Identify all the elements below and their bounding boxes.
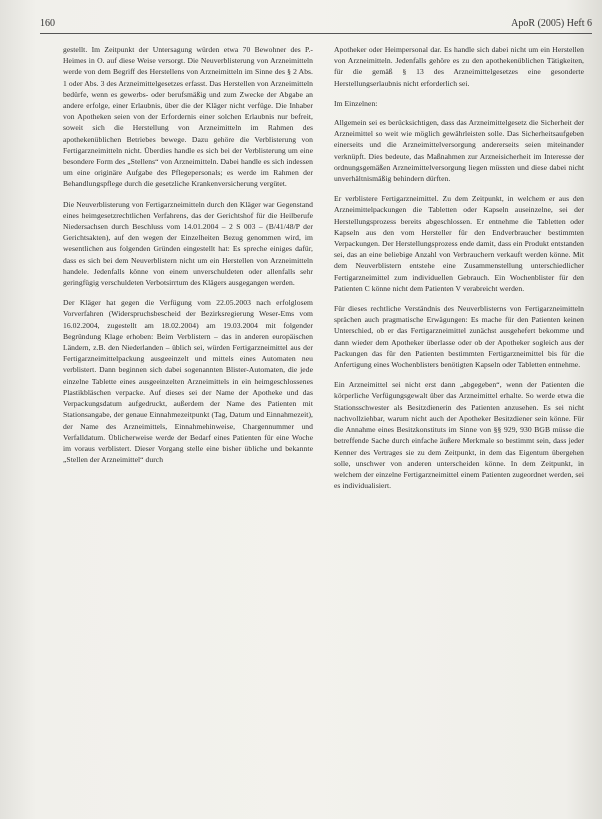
paragraph: gestellt. Im Zeitpunkt der Untersagung würden etwa 70 Bewohner des P.-Heimes in O. auf diese Weise versorgt. Die Neuverblisterung von Arzneimitteln werde von dem Begriff des Herstellens von Arzneimitteln im Sinne des § 2 Abs. 1 oder Abs. 3 des Arzneimittelgesetzes erfasst. Das Herstellen von Arzneimitteln bedürfe, wenn es gewerbs- oder berufsmäßig und zum Zwecke der Abgabe an andere erfolge, einer Erlaubnis, über die der Kläger nicht verfüge. Die Inhaber von Apotheken seien von der Erfordernis einer solchen Erlaubnis nur befreit, soweit sich die Herstellung von Arzneimitteln im Rahmen des apothekenüblichen Betriebes bewege. Dazu gehöre die Verblisterung von Fertigarzneimitteln nicht. Überdies handle es sich bei der Verblisterung um eine besondere Form des „Stellens“ von Arzneimitteln. Dabei handle es sich indessen um eine originäre Aufgabe des Pflegepersonals; es werde im Rahmen der Behandlungspflege durch die gesetzliche Krankenversicherung vergütet.: [63, 45, 313, 189]
right-column: [334, 44, 584, 500]
paragraph: Für dieses rechtliche Verständnis des Neuverblisterns von Fertigarzneimitteln sprächen auch pragmatische Erwägungen: Es mache für den Patienten keinen Unterschied, ob er das Fertigarzneimittel zunächst ausgehefert bekomme und dann wieder dem Apotheker überlasse oder ob der Apotheker sogleich aus der Packungen das für den Patienten bestimmten Fertigarzneimittel bis für die Anfertigung eines Wochenblisters benötigten Kapseln oder Tabletten entnehme.: [334, 304, 584, 370]
page-number: 160: [40, 18, 55, 29]
page-header: [40, 18, 592, 32]
paragraph: Ein Arzneimittel sei nicht erst dann „abgegeben“, wenn der Patienten die körperliche Verfügungsgewalt über das Arzneimittel erhalte. So werde etwa die Stationsschwester als Besitzdienerin des Patienten anzusehen. Es sei nicht nachvollziehbar, warum nicht auch der Apotheker Besitzdiener sein könne. Für die Annahme eines Besitzkonstituts im Sinne von §§ 929, 930 BGB müsse die betreffende Sache durch einfache äußere Merkmale so bestimmt sein, dass jeder Kenner des Vertrages sie zu dem Zeitpunkt, in dem das Eigentum übergehen solle, unschwer von anderen unterscheiden könne. In dem Zeitpunkt, in welchem der einzelne Fertigarzneimittel einem Patienten zugeordnet werden, sei es individualisiert.: [334, 380, 584, 491]
journal-running-head: ApoR (2005) Heft 6: [511, 18, 592, 29]
paragraph: Apotheker oder Heimpersonal dar. Es handle sich dabei nicht um ein Herstellen von Arzneimitteln. Jedenfalls gehöre es zu den apothekenüblichen Tätigkeiten, für die gemäß § 13 des Arzneimittelgesetzes eine gesonderte Herstellungserlaubnis nicht erforderlich sei.: [334, 45, 584, 88]
paragraph: Die Neuverblisterung von Fertigarzneimitteln durch den Kläger war Gegenstand eines heimgesetzrechtlichen Verfahrens, das der Gerichtshof für die Heilberufe Niedersachsen durch Beschluss vom 14.01.2004 – 2 S 003 – (B/41/48/P der Gerichtsakten), auf den wegen der Einzelheiten Bezug genommen wird, im wesentlichen aus folgenden Gründen eingestellt hat: Es spreche einiges dafür, dass es sich bei dem Neuverblistern nicht um ein Herstellen von Arzneimitteln handele. Jedenfalls könne von einem unverschuldeten oder allenfalls sehr geringfügig verschuldeten Verbotsirrtum des Klägers ausgegangen werden.: [63, 199, 313, 288]
paragraph: Er verblistere Fertigarzneimittel. Zu dem Zeitpunkt, in welchem er aus den Arzneimittelpackungen die Tabletten oder Kapseln auseinzelne, sei der Herstellungsprozess bereits abgeschlossen. Er entnehme die Tabletten oder Kapseln aus den vom Hersteller für den Endverbraucher bestimmten Verpackungen. Der Herstellungsprozess ende damit, dass ein Produkt entstanden sei, das an eine beliebige Anzahl von Verbrauchern verkauft werden könne. Mit dem Neuverblistern entstehe eine Zusammenstellung unterschiedlicher Fertigarzneimittel zum individuellen Gebrauch. Ein Wochenblister für den Patienten C könne nicht dem Patienten V verabreicht werden.: [334, 194, 584, 293]
left-column: [63, 44, 313, 474]
paragraph: Der Kläger hat gegen die Verfügung vom 22.05.2003 nach erfolglosem Vorverfahren (Widerspruchsbescheid der Bezirksregierung Weser-Ems vom 16.02.2004, zugestellt am 18.02.2004) am 19.03.2004 mit folgender Begründung Klage erhoben: Beim Verblistern – das in anderen europäischen Ländern, z.B. den Niederlanden – üblich sei, würden Fertigarzneimittel aus der Fertigarzneimittelpackung ausgeeinzelt und mittels eines Automaten neu verblistert. Dann beginnen sich dabei sogenannten Blister-Automaten, die jede einzelne Tablette eines ausgeeinzelten Arzneimittels in ein heimgeschlossenes Plastikbläschen verpacke. Auf dieses sei der Name der Apotheke und das Verpackungsdatum aufgedruckt, außerdem der Name des Patienten mit Stationsangabe, der genaue Einnahmezeitpunkt (Tag, Datum und Einnahmezeit), der Name des Arzneimittels, Einnahmehinweise, Chargennummer und Verfalldatum. Üblicherweise werde der Bedarf eines Patienten für eine Woche im voraus verblistert. Dieser Vorgang stelle eine bisher übliche und bekannte „Stellen der Arzneimittel“ durch: [63, 298, 313, 465]
header-rule: [40, 33, 592, 34]
paragraph: Allgemein sei es berücksichtigen, dass das Arzneimittelgesetz die Sicherheit der Arzneimittel so weit wie möglich gewährleisten solle. Das Sicherheitsaufgeben einerseits und die Arzneimittelversorgung andererseits seien miteinander verknüpft. Dies bedeute, das Maßnahmen zur Arzneisicherheit im Interesse der ordnungsgemäßen Arzneimittelversorgung liegen müssten und diese dabei nicht unverhältnismäßig behindern dürften.: [334, 118, 584, 184]
subheading: Im Einzelnen:: [334, 98, 378, 108]
